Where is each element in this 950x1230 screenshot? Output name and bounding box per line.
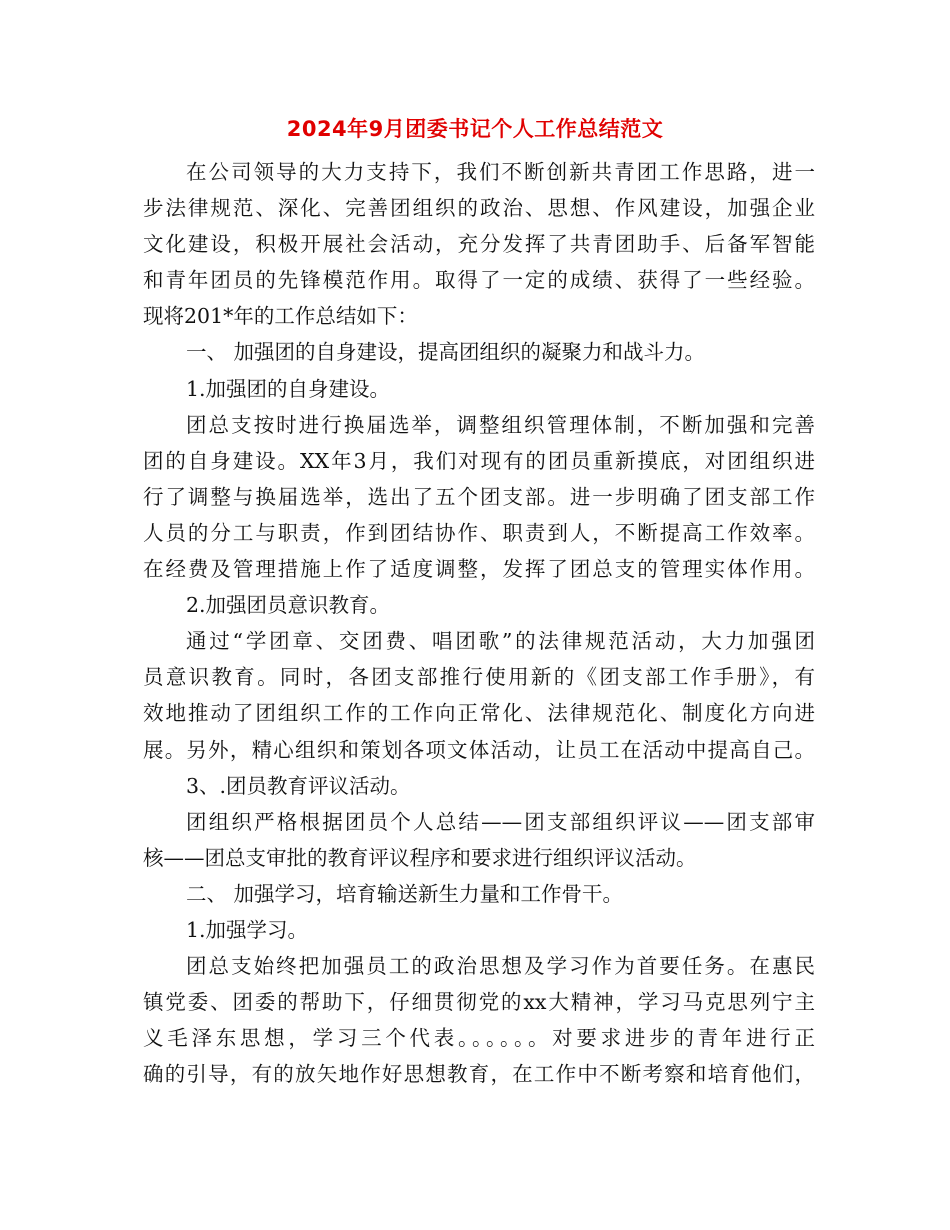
- paragraph-line: 通过“学团章、交团费、唱团歌”的法律规范活动，大力加强团: [186, 629, 815, 654]
- paragraph-line: 效地推动了团组织工作的工作向正常化、法律规范化、制度化方向进: [143, 701, 815, 726]
- paragraph-line: 展。另外，精心组织和策划各项文体活动，让员工在活动中提高自己。: [143, 737, 815, 762]
- paragraph-line: 和青年团员的先锋模范作用。取得了一定的成绩、获得了一些经验。: [143, 268, 815, 293]
- paragraph-line: 团总支按时进行换届选举，调整组织管理体制，不断加强和完善: [186, 412, 815, 437]
- paragraph-line: 镇党委、团委的帮助下，仔细贯彻党的xx大精神，学习马克思列宁主: [143, 990, 815, 1015]
- section-heading: 二、 加强学习，培育输送新生力量和工作骨干。: [186, 881, 624, 906]
- subsection-heading: 3、.团员教育评议活动。: [186, 773, 411, 798]
- paragraph-line: 团总支始终把加强员工的政治思想及学习作为首要任务。在惠民: [186, 954, 815, 979]
- paragraph-line: 步法律规范、深化、完善团组织的政治、思想、作风建设，加强企业: [143, 196, 815, 221]
- paragraph-line: 核——团总支审批的教育评议程序和要求进行组织评议活动。: [143, 845, 697, 870]
- section-heading: 一、 加强团的自身建设，提高团组织的凝聚力和战斗力。: [186, 340, 706, 365]
- paragraph-line: 义毛泽东思想，学习三个代表。。。。。。对要求进步的青年进行正: [143, 1026, 815, 1051]
- paragraph-line: 人员的分工与职责，作到团结协作、职责到人，不断提高工作效率。: [143, 520, 815, 545]
- paragraph-line: 在公司领导的大力支持下，我们不断创新共青团工作思路，进一: [186, 160, 815, 184]
- paragraph-line: 文化建设，积极开展社会活动，充分发挥了共青团助手、后备军智能: [143, 232, 815, 257]
- paragraph-line: 在经费及管理措施上作了适度调整，发挥了团总支的管理实体作用。: [143, 557, 815, 582]
- document-title: 2024年9月团委书记个人工作总结范文: [286, 117, 664, 141]
- paragraph-line: 确的引导，有的放矢地作好思想教育，在工作中不断考察和培育他们，: [143, 1062, 815, 1087]
- document-body: [143, 154, 815, 1092]
- paragraph-line: 团组织严格根据团员个人总结——团支部组织评议——团支部审: [186, 809, 815, 834]
- paragraph-line: 团的自身建设。XX年3月，我们对现有的团员重新摸底，对团组织进: [143, 448, 815, 473]
- subsection-heading: 2.加强团员意识教育。: [186, 593, 391, 618]
- subsection-heading: 1.加强团的自身建设。: [186, 376, 391, 401]
- subsection-heading: 1.加强学习。: [186, 917, 309, 942]
- paragraph-line: 现将201*年的工作总结如下：: [143, 304, 418, 329]
- paragraph-line: 员意识教育。同时，各团支部推行使用新的《团支部工作手册》，有: [143, 665, 815, 690]
- paragraph-line: 行了调整与换届选举，选出了五个团支部。进一步明确了团支部工作: [143, 484, 815, 509]
